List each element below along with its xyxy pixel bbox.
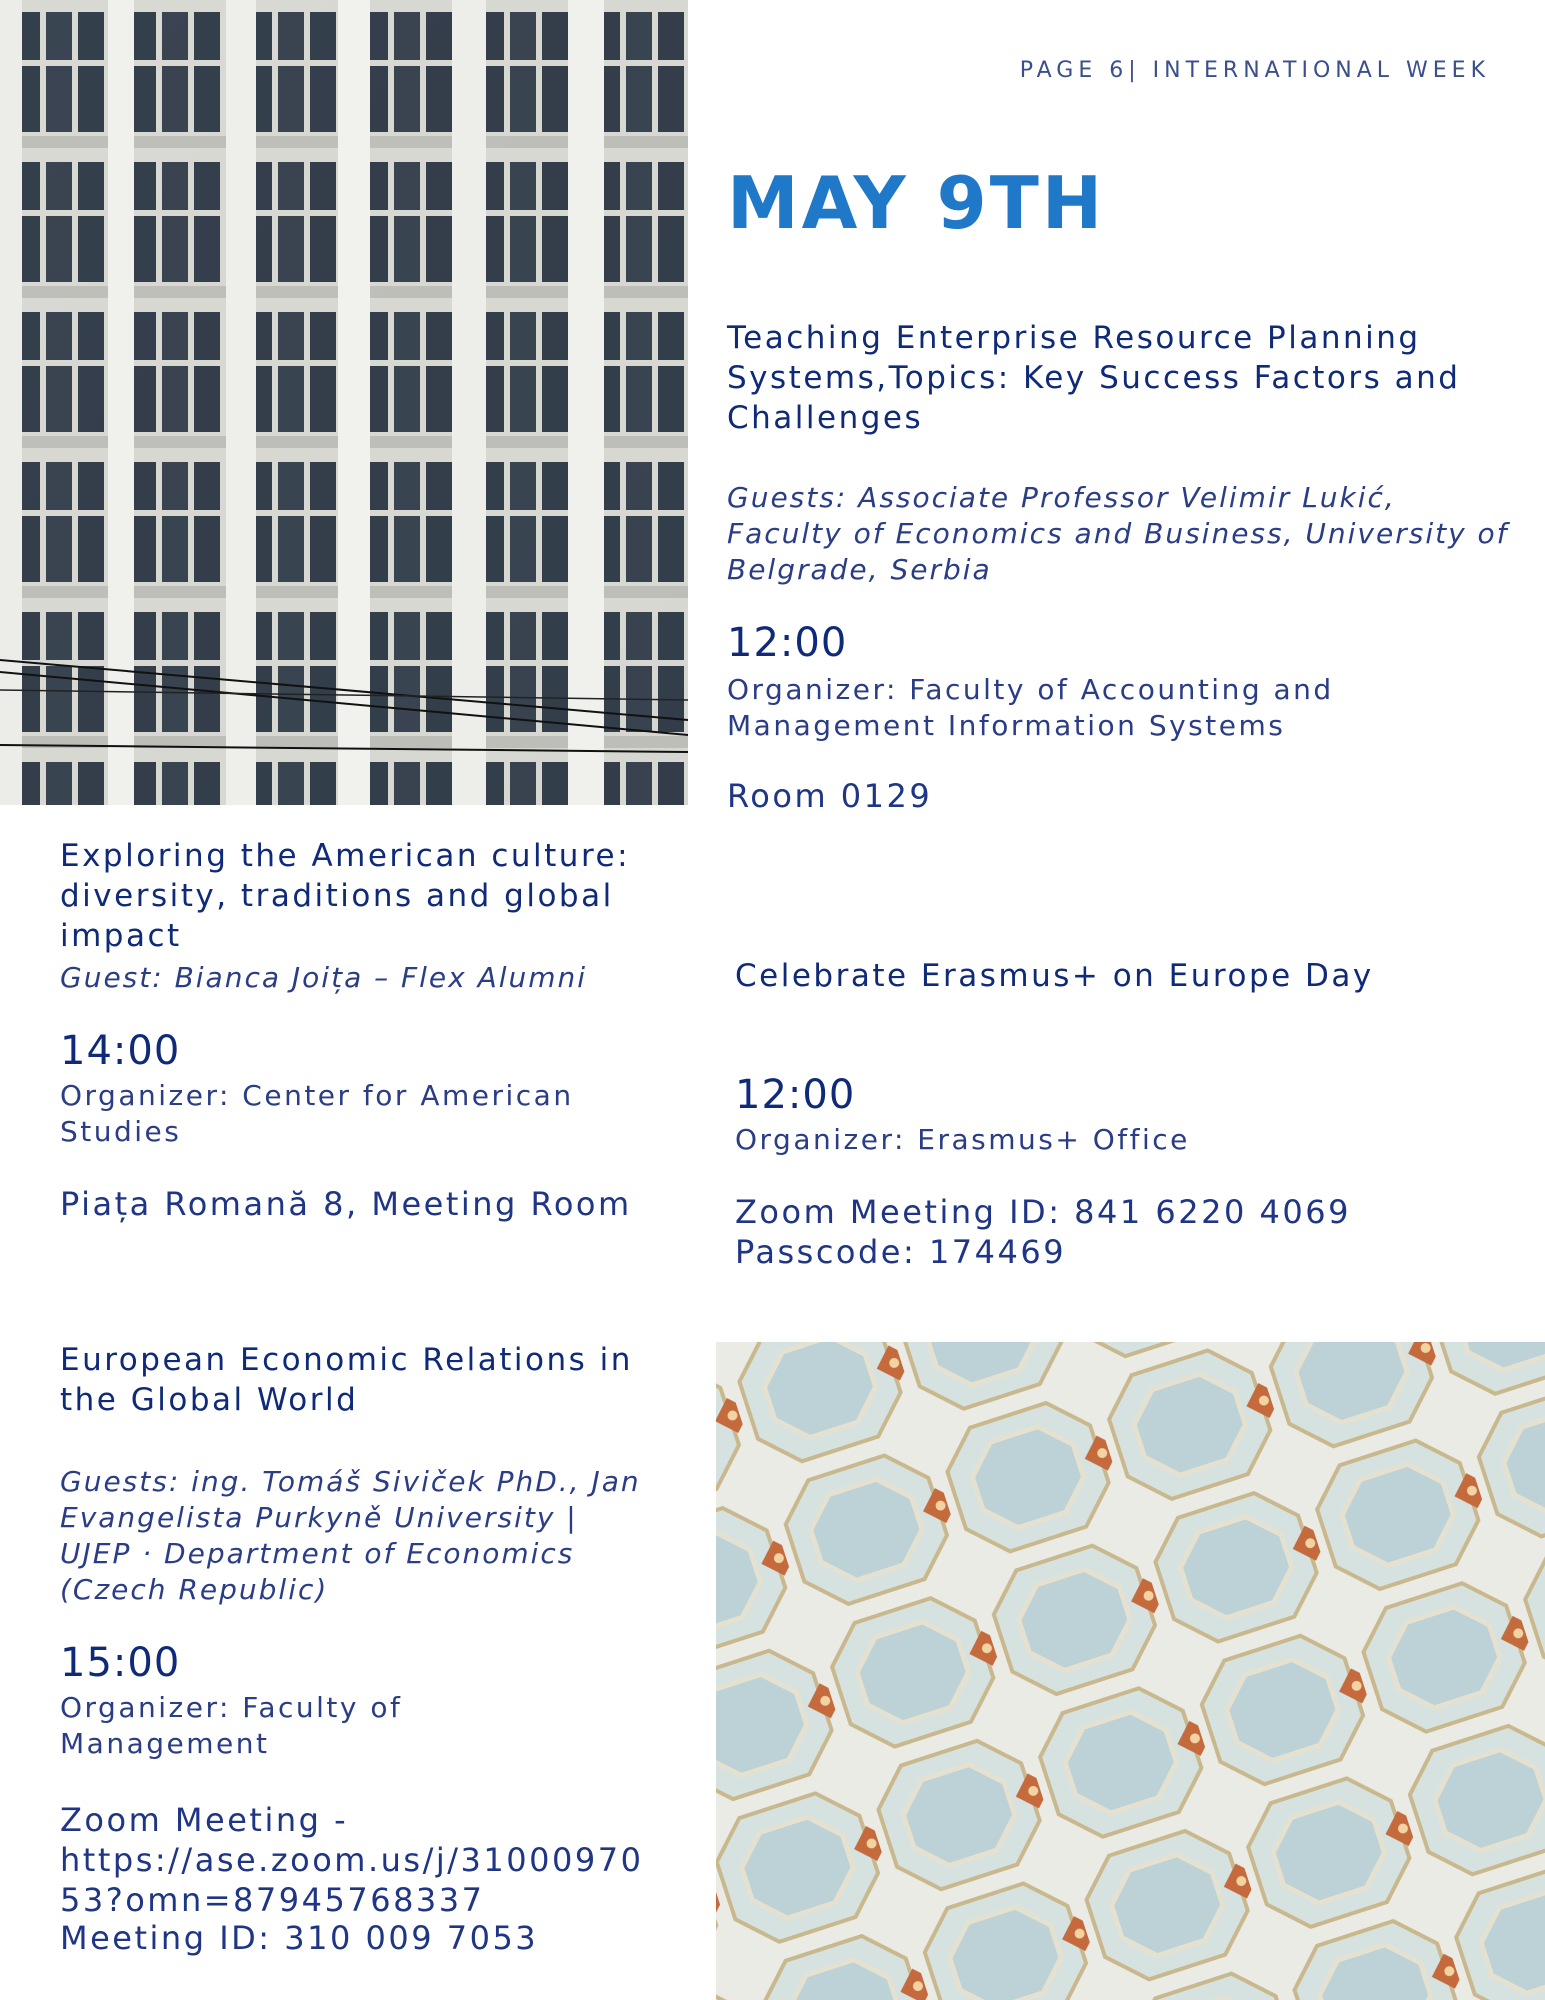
event-4-zoom-link-line2[interactable]: 53?omn=87945768337 [60,1881,485,1919]
event-4-title: European Economic Relations in the Global World [60,1342,633,1418]
day-title: MAY 9TH [727,161,1106,245]
event-3-zoom-id: Zoom Meeting ID: 841 6220 4069 [735,1193,1351,1231]
ceiling-pattern-illustration [716,1342,1545,2000]
event-4-zoom-link-line1[interactable]: https://ase.zoom.us/j/31000970 [60,1841,644,1879]
event-3-title: Celebrate Erasmus+ on Europe Day [735,958,1374,994]
event-1-location: Room 0129 [727,777,933,815]
event-4-guests: Guests: ing. Tomáš Siviček PhD., Jan Evangelista Purkyně University | UJEP · Department of Economics (Czech Republic) [60,1465,641,1606]
page-label: PAGE 6| INTERNATIONAL WEEK [1019,58,1490,83]
event-2-guest: Guest: Bianca Joița – Flex Alumni [60,961,588,994]
event-1-organizer: Organizer: Faculty of Accounting and Management Information Systems [727,673,1334,742]
ornate-ceiling-photo [716,1342,1545,2000]
event-3-passcode: Passcode: 174469 [735,1233,1067,1271]
event-1-title: Teaching Enterprise Resource Planning Systems,Topics: Key Success Factors and Challenges [727,320,1461,436]
event-4-zoom-label: Zoom Meeting - [60,1801,349,1839]
event-3-time: 12:00 [735,1072,856,1118]
event-1-time: 12:00 [727,620,848,666]
event-2-time: 14:00 [60,1028,181,1074]
event-2-organizer: Organizer: Center for American Studies [60,1079,574,1148]
event-3-organizer: Organizer: Erasmus+ Office [735,1123,1190,1156]
event-1-guests: Guests: Associate Professor Velimir Lukić, Faculty of Economics and Business, University of Belgrade, Serbia [727,481,1509,586]
event-4-time: 15:00 [60,1640,181,1686]
building-facade-illustration [0,0,688,805]
event-4-meeting-id: Meeting ID: 310 009 7053 [60,1919,539,1957]
event-4-organizer: Organizer: Faculty of Management [60,1691,403,1760]
event-2-title: Exploring the American culture: diversity, traditions and global impact [60,838,631,954]
building-facade-photo [0,0,688,805]
event-2-location: Piața Romană 8, Meeting Room [60,1185,632,1223]
